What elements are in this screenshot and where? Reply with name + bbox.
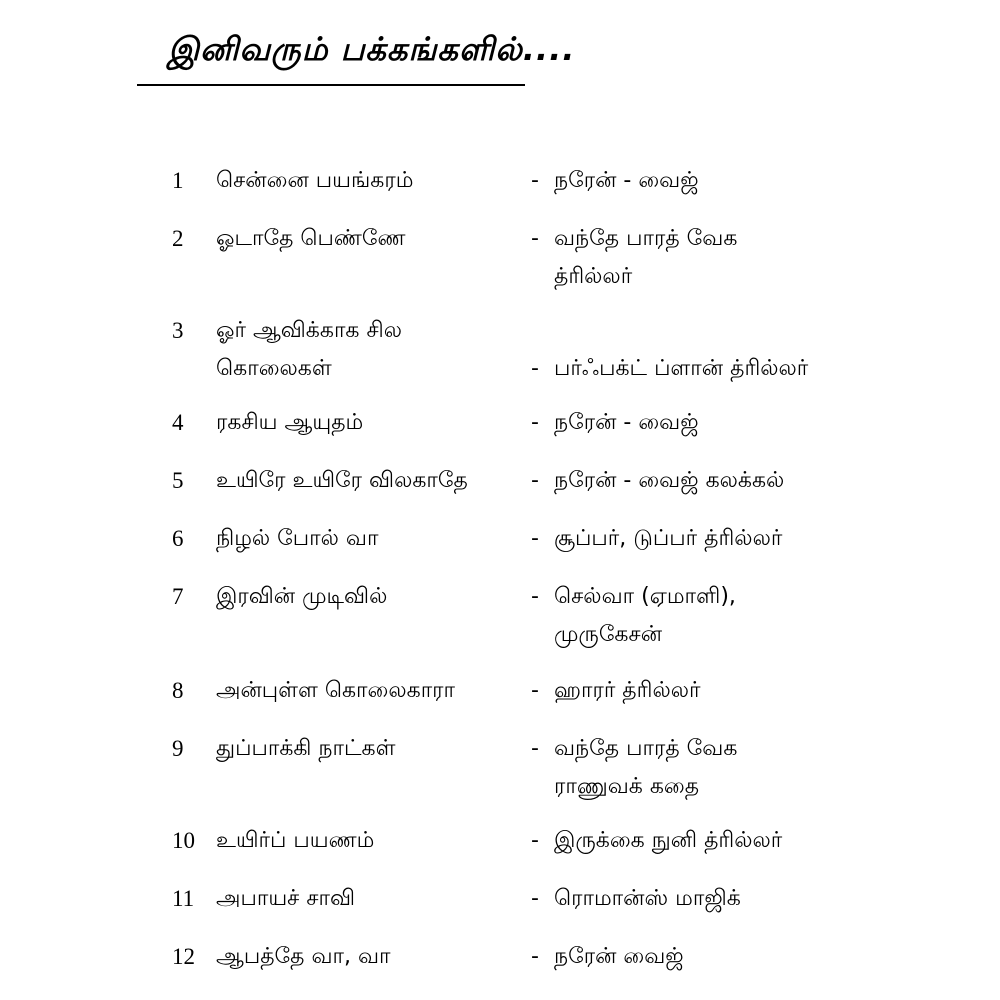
item-title bbox=[216, 822, 526, 860]
item-description-line: த்ரில்லர் bbox=[554, 264, 633, 289]
item-separator: - bbox=[531, 584, 539, 609]
item-description bbox=[554, 312, 994, 388]
item-number: 2 bbox=[172, 226, 184, 251]
item-description bbox=[554, 462, 994, 500]
item-description-line bbox=[554, 312, 994, 350]
item-description-line: ஹாரர் த்ரில்லர் bbox=[554, 678, 701, 703]
item-title bbox=[216, 672, 526, 710]
item-separator: - bbox=[531, 678, 539, 703]
item-description bbox=[554, 220, 994, 296]
item-title-line: ஆபத்தே வா, வா bbox=[216, 944, 391, 969]
item-separator: - bbox=[531, 226, 539, 251]
item-separator: - bbox=[531, 526, 539, 551]
item-description-line: செல்வா (ஏமாளி), bbox=[554, 584, 736, 609]
item-description-line: வந்தே பாரத் வேக bbox=[554, 736, 738, 761]
item-title-line: துப்பாக்கி நாட்கள் bbox=[216, 736, 396, 761]
item-separator: - bbox=[531, 356, 539, 381]
item-number: 6 bbox=[172, 526, 184, 551]
item-title-line: ஓர் ஆவிக்காக சில bbox=[216, 318, 402, 343]
item-separator: - bbox=[531, 168, 539, 193]
item-number: 12 bbox=[172, 944, 195, 969]
item-title-line: ஓடாதே பெண்ணே bbox=[216, 226, 406, 251]
item-description-line: இருக்கை நுனி த்ரில்லர் bbox=[554, 828, 783, 853]
item-number: 8 bbox=[172, 678, 184, 703]
item-title bbox=[216, 462, 526, 500]
item-title bbox=[216, 520, 526, 558]
item-number: 3 bbox=[172, 318, 184, 343]
item-number: 9 bbox=[172, 736, 184, 761]
item-number: 5 bbox=[172, 468, 184, 493]
item-separator: - bbox=[531, 410, 539, 435]
item-title bbox=[216, 404, 526, 442]
item-description-line: நரேன் - வைஜ் கலக்கல் bbox=[554, 468, 785, 493]
item-separator: - bbox=[531, 736, 539, 761]
item-description bbox=[554, 404, 994, 442]
item-description bbox=[554, 520, 994, 558]
item-title bbox=[216, 730, 526, 768]
item-title bbox=[216, 162, 526, 200]
item-title bbox=[216, 938, 526, 976]
item-title-line: நிழல் போல் வா bbox=[216, 526, 379, 551]
item-description bbox=[554, 578, 994, 654]
item-description-line: நரேன் - வைஜ் bbox=[554, 410, 699, 435]
item-description-line: வந்தே பாரத் வேக bbox=[554, 226, 738, 251]
item-title bbox=[216, 880, 526, 918]
item-separator: - bbox=[531, 886, 539, 911]
item-description bbox=[554, 880, 994, 918]
item-number: 1 bbox=[172, 168, 184, 193]
item-description-line: சூப்பர், டுப்பர் த்ரில்லர் bbox=[554, 526, 783, 551]
item-title-line: அபாயச் சாவி bbox=[216, 886, 356, 911]
item-description-line: நரேன் - வைஜ் bbox=[554, 168, 699, 193]
item-number: 4 bbox=[172, 410, 184, 435]
item-title-line: உயிர்ப் பயணம் bbox=[216, 828, 375, 853]
item-title bbox=[216, 220, 526, 258]
item-title bbox=[216, 312, 526, 388]
item-title bbox=[216, 578, 526, 616]
item-title-line: கொலைகள் bbox=[216, 356, 332, 381]
item-number: 10 bbox=[172, 828, 195, 853]
item-description bbox=[554, 672, 994, 710]
item-description bbox=[554, 822, 994, 860]
item-number: 11 bbox=[172, 886, 195, 911]
item-separator: - bbox=[531, 944, 539, 969]
item-description-line: ரொமான்ஸ் மாஜிக் bbox=[554, 886, 741, 911]
item-description-line: நரேன் வைஜ் bbox=[554, 944, 684, 969]
item-description bbox=[554, 730, 994, 806]
item-separator: - bbox=[531, 828, 539, 853]
item-description bbox=[554, 938, 994, 976]
item-title-line: ரகசிய ஆயுதம் bbox=[216, 410, 364, 435]
item-description-line: முருகேசன் bbox=[554, 622, 663, 647]
item-title-line: உயிரே உயிரே விலகாதே bbox=[216, 468, 468, 493]
item-number: 7 bbox=[172, 584, 184, 609]
item-description-line: பர்ஃபக்ட் ப்ளான் த்ரில்லர் bbox=[554, 356, 809, 381]
item-title-line: அன்புள்ள கொலைகாரா bbox=[216, 678, 456, 703]
item-separator: - bbox=[531, 468, 539, 493]
item-description bbox=[554, 162, 994, 200]
item-title-line: இரவின் முடிவில் bbox=[216, 584, 388, 609]
item-title-line: சென்னை பயங்கரம் bbox=[216, 168, 414, 193]
item-description-line: ராணுவக் கதை bbox=[554, 774, 700, 799]
page-heading: இனிவரும் பக்கங்களில்.... bbox=[168, 30, 576, 68]
